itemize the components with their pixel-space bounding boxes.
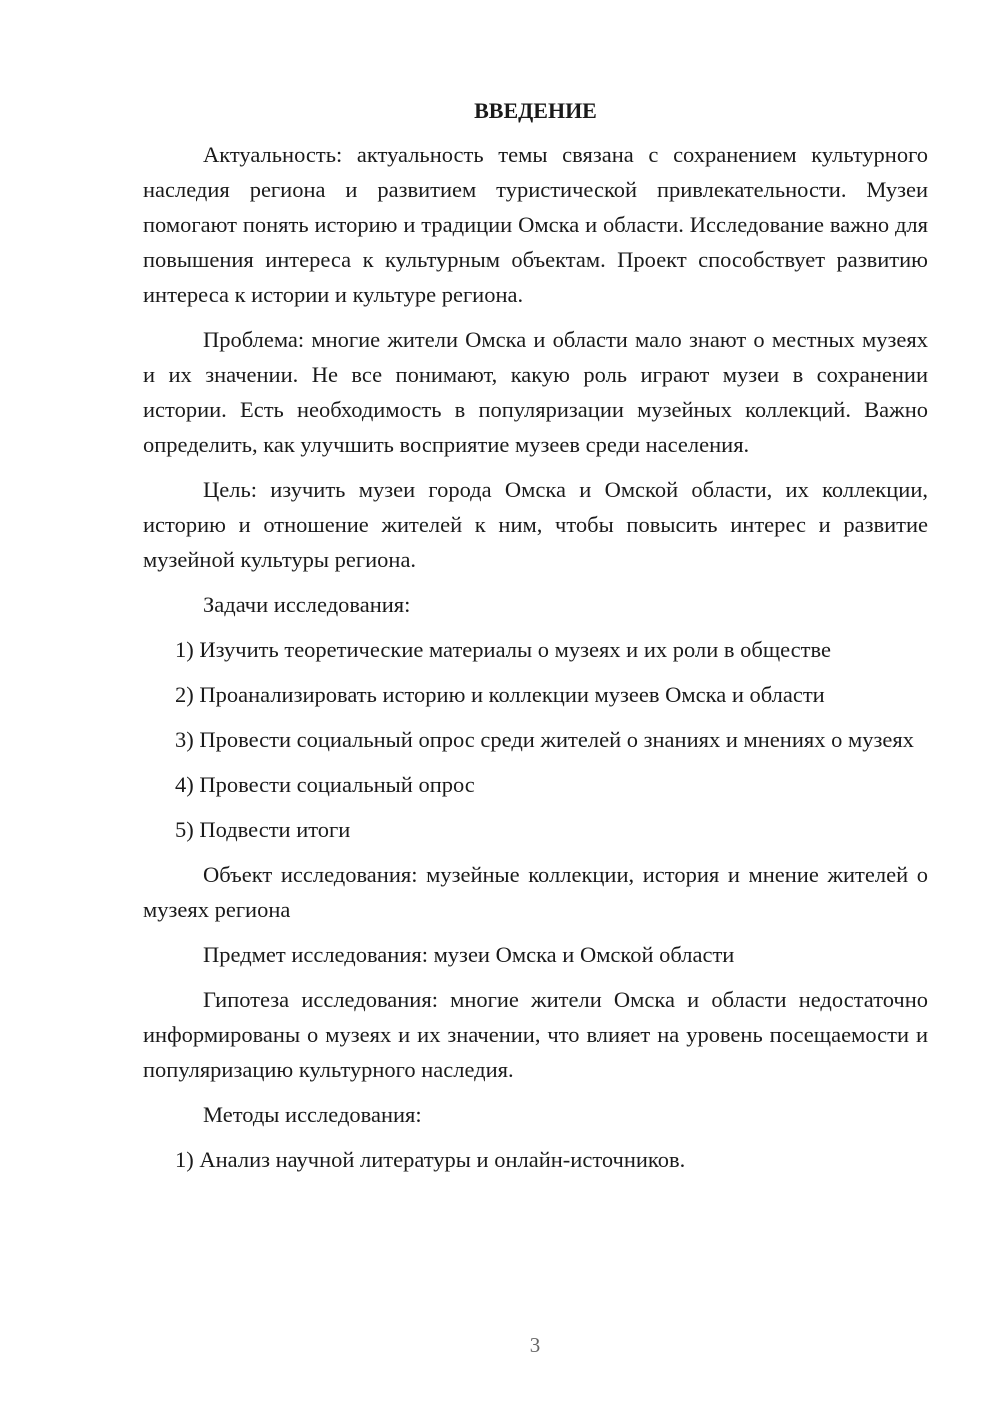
- paragraph-hypothesis: Гипотеза исследования: многие жители Омска и области недостаточно информированы о музеях и их значении, что влияет на уровень посещаемости и популяризацию культурного наследия.: [143, 987, 928, 1082]
- section-title: ВВЕДЕНИЕ: [474, 98, 597, 123]
- list-item-task-2: 2) Проанализировать историю и коллекции музеев Омска и области: [175, 682, 825, 707]
- paragraph-tasks-heading: Задачи исследования:: [203, 592, 411, 617]
- list-item-method-1: 1) Анализ научной литературы и онлайн-источников.: [175, 1147, 686, 1172]
- list-item-task-5: 5) Подвести итоги: [175, 817, 351, 842]
- paragraph-problem: Проблема: многие жители Омска и области мало знают о местных музеях и их значении. Не все понимают, какую роль играют музеи в сохранении истории. Есть необходимость в популяризации музейных коллекций. Важно определить, как улучшить восприятие музеев среди населения.: [143, 327, 928, 457]
- list-item-task-1: 1) Изучить теоретические материалы о музеях и их роли в обществе: [175, 637, 831, 662]
- list-item-task-3: 3) Провести социальный опрос среди жителей о знаниях и мнениях о музеях: [175, 727, 914, 752]
- paragraph-subject: Предмет исследования: музеи Омска и Омской области: [203, 942, 735, 967]
- paragraph-object: Объект исследования: музейные коллекции, история и мнение жителей о музеях региона: [143, 862, 928, 922]
- document-page: [143, 96, 928, 1187]
- paragraph-goal: Цель: изучить музеи города Омска и Омской области, их коллекции, историю и отношение жителей к ним, чтобы повысить интерес и развитие музейной культуры региона.: [143, 477, 928, 572]
- paragraph-relevance: Актуальность: актуальность темы связана с сохранением культурного наследия региона и развитием туристической привлекательности. Музеи помогают понять историю и традиции Омска и области. Исследование важно для повышения интереса к культурным объектам. Проект способствует развитию интереса к истории и культуре региона.: [143, 142, 928, 307]
- paragraph-methods-heading: Методы исследования:: [203, 1102, 422, 1127]
- list-item-task-4: 4) Провести социальный опрос: [175, 772, 475, 797]
- page-number: 3: [529, 1333, 541, 1357]
